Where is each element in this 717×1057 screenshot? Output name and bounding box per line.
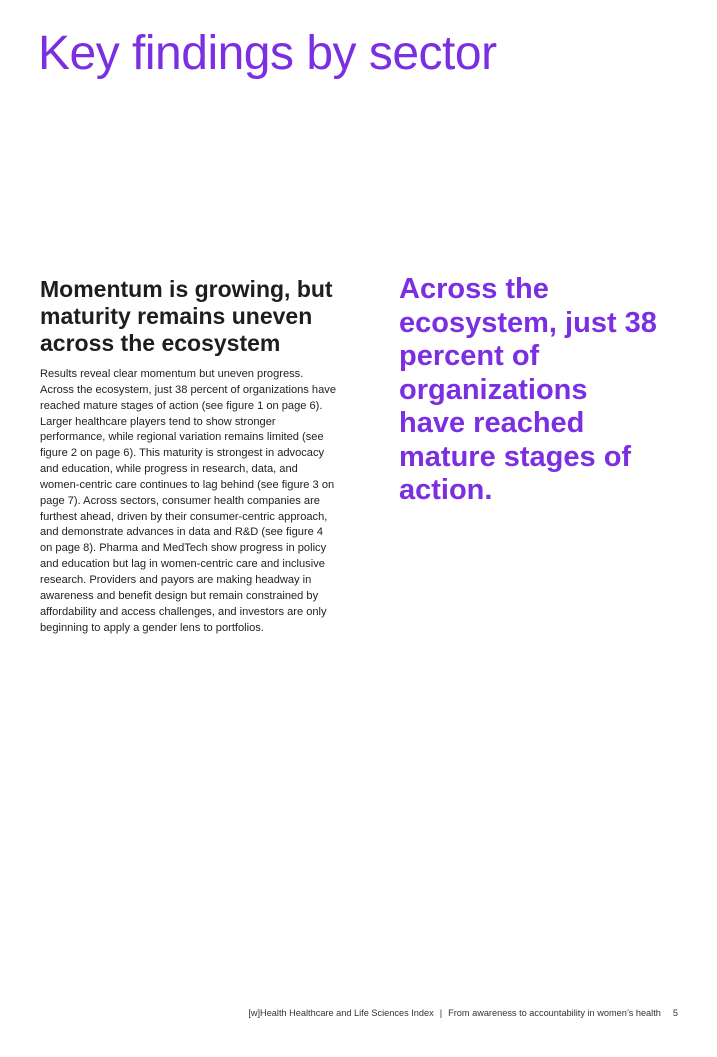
section-heading: Momentum is growing, but maturity remains uneven across the ecosystem [40, 276, 333, 357]
page-title: Key findings by sector [38, 27, 497, 80]
footer-separator: | [439, 1008, 443, 1018]
footer-subtitle: From awareness to accountability in women’s health [448, 1008, 661, 1018]
pull-quote: Across the ecosystem, just 38 percent of organizations have reached mature stages of action. [399, 273, 657, 506]
body-paragraph: Results reveal clear momentum but uneven progress. Across the ecosystem, just 38 percent of organizations have reached mature stages of action (see figure 1 on page 6). Larger healthcare players tend to show stronger performance, while regional variation remains limited (see figure 2 on page 6). This maturity is strongest in advocacy and education, while progress in research, data, and women-centric care continues to lag behind (see figure 3 on page 7). Across sectors, consumer health companies are furthest ahead, driven by their consumer-centric approach, and demonstrate advances in data and R&D (see figure 4 on page 8). Pharma and MedTech show progress in policy and education but lag in women-centric care and inclusive research. Providers and payors are making headway in awareness and benefit design but remain constrained by affordability and access challenges, and investors are only beginning to apply a gender lens to portfolios. [40, 368, 336, 634]
page-footer [248, 1008, 678, 1018]
page-number: 5 [672, 1008, 678, 1018]
footer-report-title: [w]Health Healthcare and Life Sciences Index [248, 1008, 434, 1018]
